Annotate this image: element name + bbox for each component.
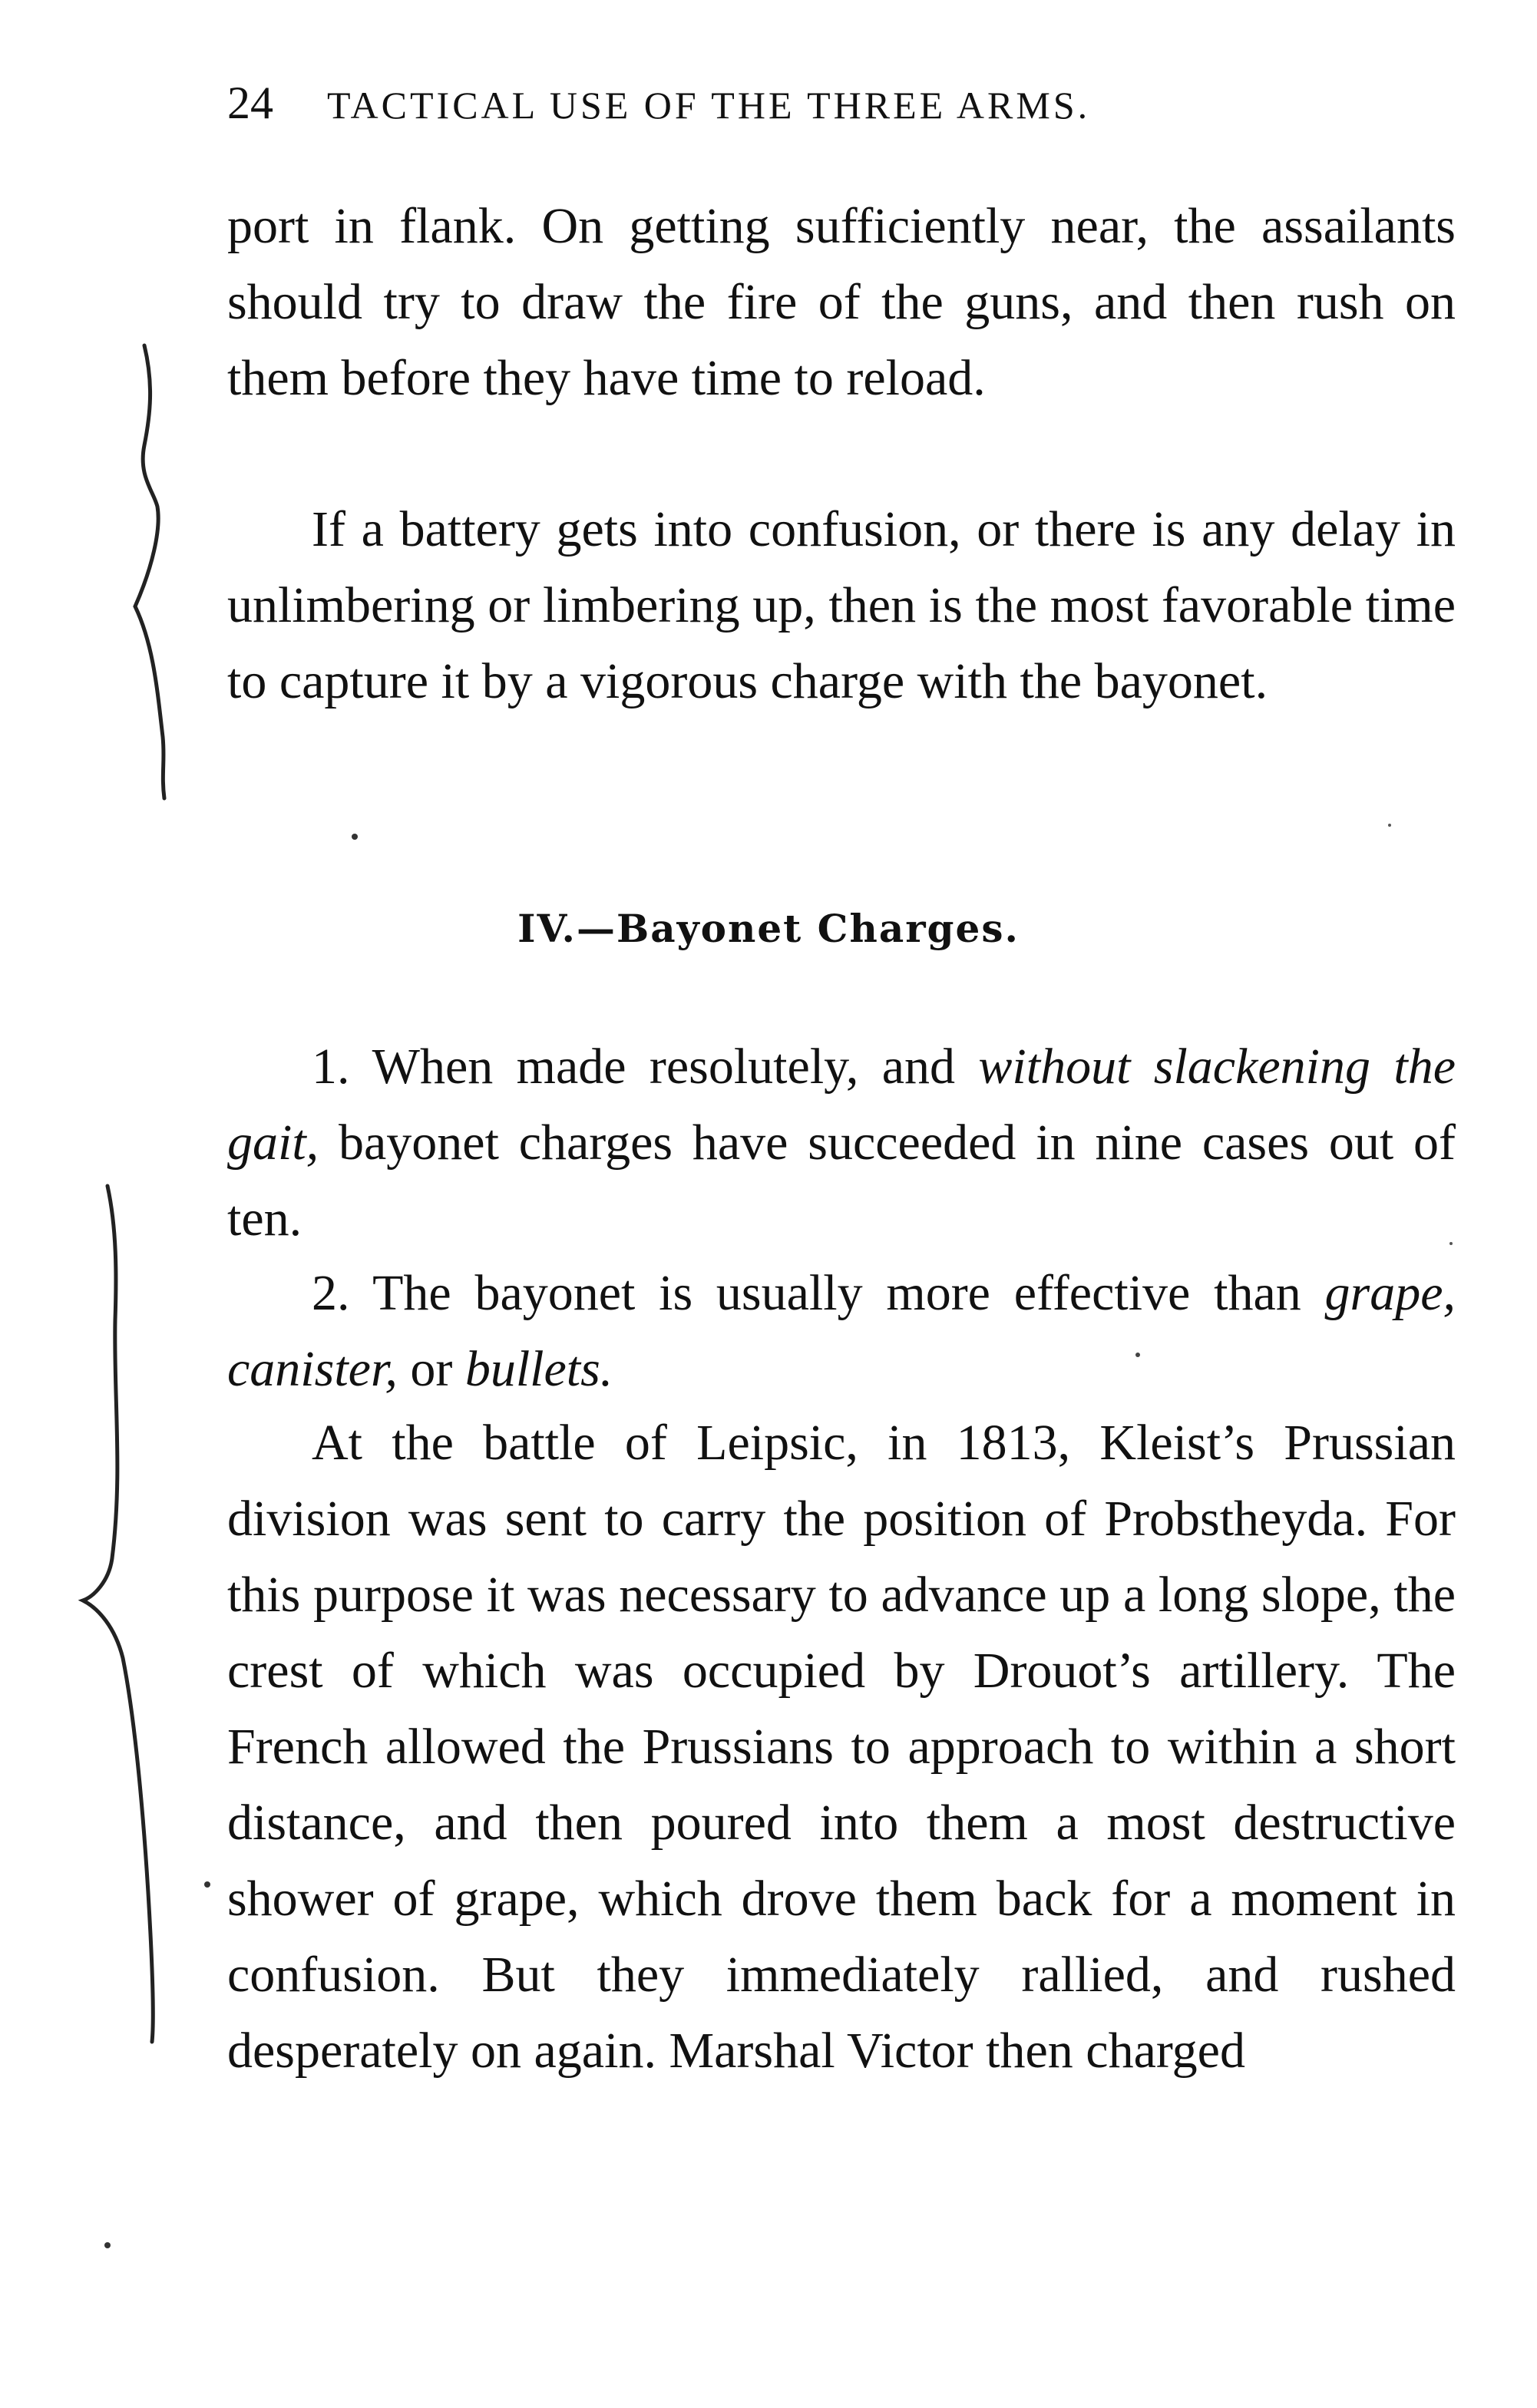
- rule-2-grape: grape,: [1324, 1265, 1456, 1321]
- stray-dot: [104, 2242, 111, 2248]
- rule-1-text-start: 1. When made resolutely, and: [312, 1039, 979, 1095]
- page-number: 24: [227, 78, 273, 128]
- rule-2-bullets: bullets.: [464, 1341, 613, 1397]
- stray-dot: [1449, 1242, 1453, 1245]
- rule-2-text-start: 2. The bayonet is usually more effective than: [312, 1265, 1325, 1321]
- section-heading: IV.—Bayonet Charges.: [517, 906, 1020, 951]
- stray-dot: [1388, 824, 1391, 827]
- margin-brace-upper: [135, 345, 164, 798]
- rule-2-canister: canister,: [227, 1341, 398, 1397]
- paragraph-battery-confusion: If a battery gets into confusion, or there is any delay in unlimbering or limbering up, then is the most favorable time to capture it by a vigorous charge with the bayonet.: [227, 501, 1456, 709]
- stray-dot: [1135, 1353, 1140, 1357]
- stray-dot: [204, 1881, 210, 1888]
- stray-dot: [352, 834, 358, 840]
- paragraph-leipsic-example: At the battle of Leipsic, in 1813, Kleist’s Prussian division was sent to carry the position of Probstheyda. For this purpose it was necessary to advance up a long slope, the crest of which was occupied by Drouot’s artillery. The French allowed the Prussians to approach to within a short distance, and then poured into them a most destructive shower of grape, which drove them back for a moment in confusion. But they immediately rallied, and rushed desperately on again. Marshal Victor then charged: [227, 1415, 1456, 2079]
- margin-brace-lower: [83, 1186, 153, 2042]
- rule-1-text-end: bayonet charges have succeeded in nine cases out of ten.: [227, 1115, 1456, 1247]
- rule-2-sep-2: or: [397, 1341, 465, 1397]
- rule-1-emphasis: without slackening the gait,: [227, 1039, 1456, 1171]
- paragraph-continuation: port in flank. On getting sufficiently near, the assailants should try to draw the fire of the guns, and then rush on them before they have time to reload.: [227, 198, 1456, 406]
- running-title: TACTICAL USE OF THE THREE ARMS.: [327, 84, 1091, 127]
